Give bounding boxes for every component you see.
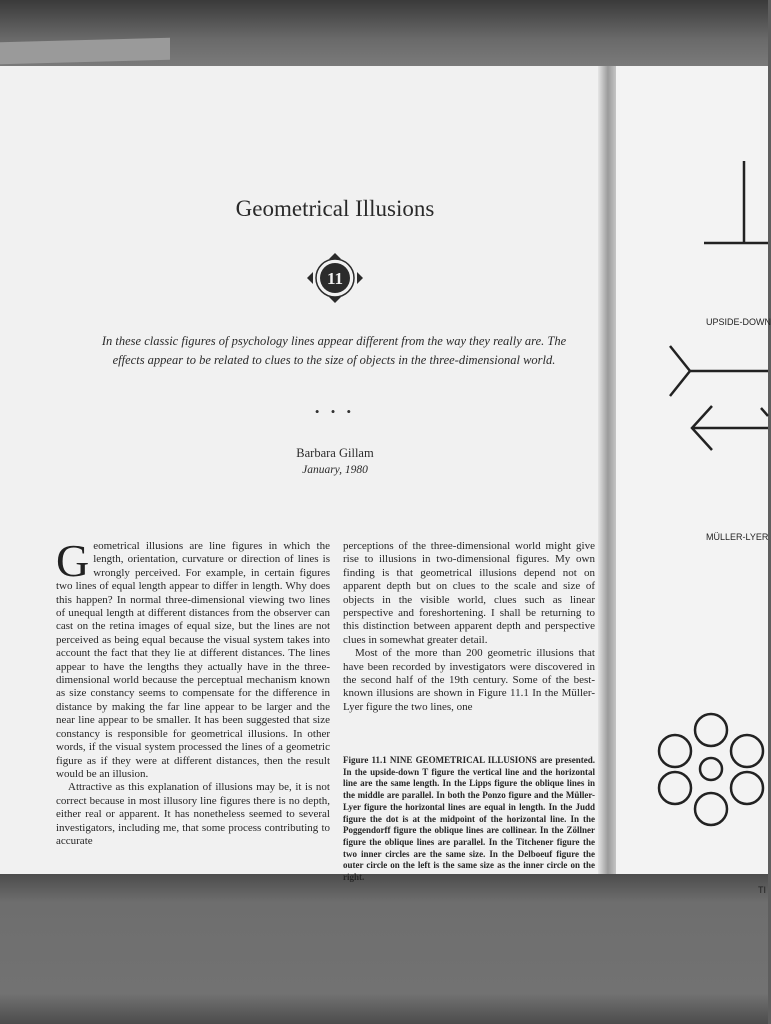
article-abstract: In these classic figures of psychology lines appear different from the way they really are. The effects appear to be related to clues to the size of objects in the three-dimensional world. [101, 334, 567, 367]
titchener-circle [695, 714, 727, 746]
drop-cap: G [56, 535, 90, 586]
figure-caption: Figure 11.1 NINE GEOMETRICAL ILLUSIONS are presented. In the upside-down T figure the vertical line and the horizontal line are the same length. In the Lipps figure the oblique lines in the middle are parallel. In both the Ponzo figure and the Müller-Lyer figure the horizontal lines are equal in length. In the Judd figure the dot is at the midpoint of the horizontal line. In the Poggendorff figure the oblique lines are collinear. In the Zöllner figure the oblique lines are parallel. In the Titchener figure the two inner circles are the same size. In the Delboeuf figure the outer circle on the left is the same size as the inner circle on the right. [343, 755, 595, 883]
body-column-right [343, 540, 595, 714]
paragraph-text: eometrical illusions are line figures in which the length, orientation, curvature or direction of lines is wrongly perceived. For example, in certain figures two lines of equal length appear to differ in length. Why does this happen? In normal three-dimensional viewing two lines of unequal length at different distances from the observer can cast on the retina images of equal size, but the lines are not perceived as being equal because the visual system takes into account the fact that they lie at different distances. The lines appear to have the lengths they actually have in the three-dimensional world because the perceptual mechanism known as size constancy seems to compensate for the difference in distance by making the far line appear to be larger and the near line appear to be smaller. It has been suggested that size constancy is responsible for geometrical illusions. In other words, if the visual system processed the lines of a geometric figure as if they were at different distances, then the result would be an illusion. [56, 540, 330, 780]
figure-label-upside-down: UPSIDE-DOWN [706, 317, 771, 327]
muller-lyer-partial-fin [761, 408, 768, 416]
titchener-circle [659, 735, 691, 767]
author-name: Barbara Gillam [296, 446, 374, 460]
body-column-left [56, 535, 330, 848]
scan-background-top [0, 0, 768, 66]
badge-right-triangle [357, 272, 363, 284]
paragraph: Most of the more than 200 geometric illusions that have been recorded by investigators were discovered in the second half of the 19th century. Some of the best-known illusions are shown in Figure 11.1 In the Müller-Lyer figure the two lines, one [343, 647, 595, 713]
illusion-figures [616, 66, 768, 874]
badge-top-triangle [329, 253, 341, 259]
paragraph [56, 535, 330, 781]
publication-date: January, 1980 [302, 464, 368, 476]
figure-label-muller-lyer: MÜLLER-LYER [706, 532, 769, 542]
titchener-circle [695, 793, 727, 825]
titchener-circle [731, 735, 763, 767]
scan-background-bottom [0, 872, 768, 1024]
article-title: Geometrical Illusions [235, 196, 435, 221]
left-page [0, 66, 604, 883]
titchener-center-circle [700, 758, 722, 780]
badge-left-triangle [307, 272, 313, 284]
section-separator: • • • [314, 404, 356, 419]
scan-page-edge [0, 38, 170, 64]
muller-lyer-outward-fins [670, 346, 690, 396]
paragraph: perceptions of the three-dimensional world might give rise to illusions in two-dimensional figures. My own finding is that geometrical illusions depend not on apparent depth but on clues to the scale and size of objects in the visible world, clues such as linear perspective and foreshortening. I shall be returning to this distinction between apparent depth and perspective clues in somewhat greater detail. [343, 540, 595, 646]
badge-bottom-triangle [329, 297, 341, 303]
titchener-circle [731, 772, 763, 804]
titchener-circle [659, 772, 691, 804]
right-page-figures [616, 66, 771, 895]
chapter-number: 11 [326, 269, 344, 288]
paragraph: Attractive as this explanation of illusions may be, it is not correct because in most illusory line figures there is no depth, either real or apparent. It has nonetheless seemed to several investigators, including me, that some process contributing to accurate [56, 781, 330, 847]
figure-label-titchener: TI [758, 885, 766, 895]
chapter-number-badge [307, 253, 363, 303]
